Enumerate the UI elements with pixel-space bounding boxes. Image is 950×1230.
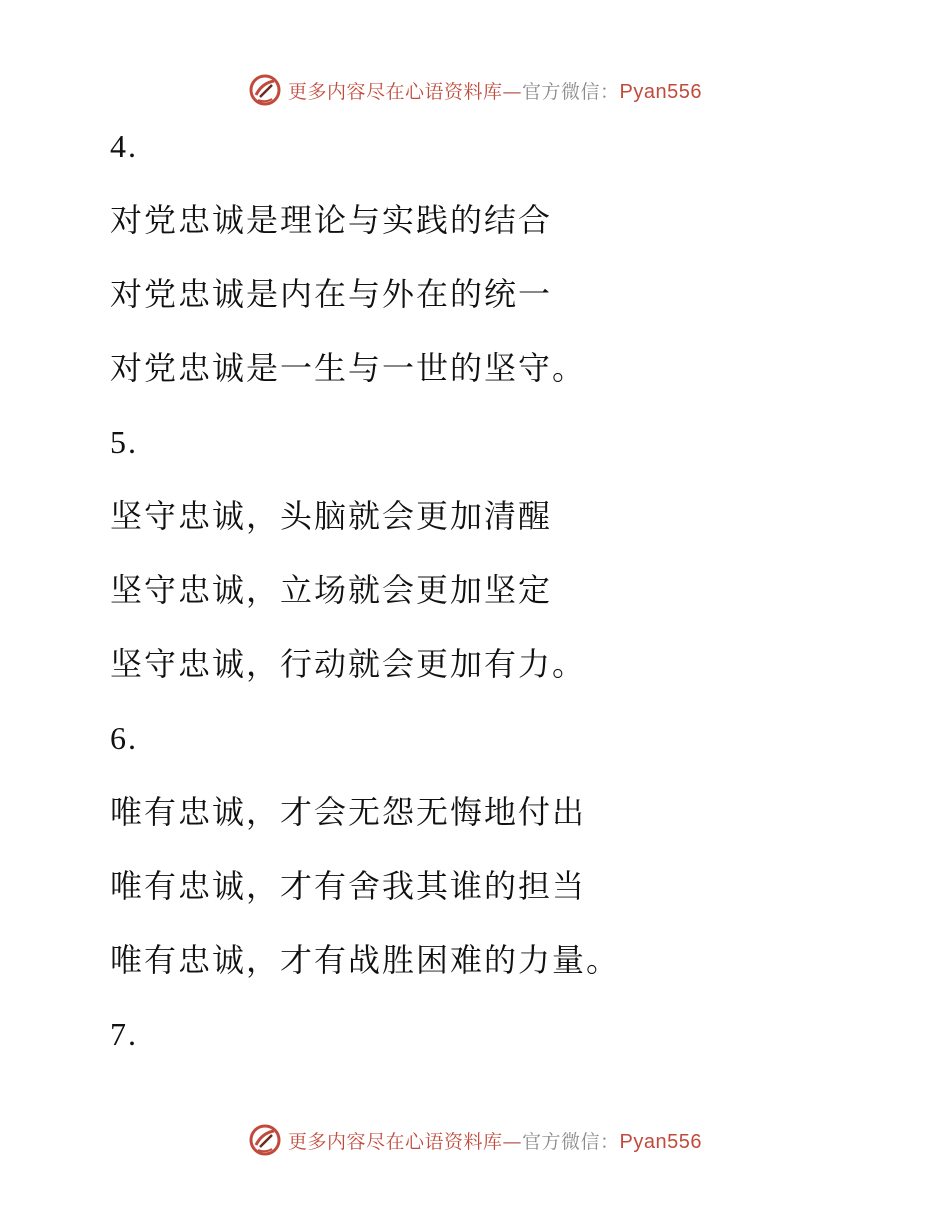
header-banner-inner <box>248 73 702 107</box>
header-banner-text <box>288 77 702 104</box>
text-line: 坚守忠诚，头脑就会更加清醒 <box>110 497 553 535</box>
footer-main-text: 更多内容尽在心语资料库 <box>288 1130 503 1153</box>
section-number: 7. <box>110 1016 138 1052</box>
text-line: 对党忠诚是一生与一世的坚守。 <box>110 349 587 387</box>
footer-wechat-label: 官方微信： <box>522 1130 620 1153</box>
header-dash: — <box>502 80 523 103</box>
section-number: 4. <box>110 128 138 164</box>
text-line: 对党忠诚是内在与外在的统一 <box>110 275 553 313</box>
header-wechat-handle: Pyan556 <box>619 80 702 103</box>
text-line: 坚守忠诚，立场就会更加坚定 <box>110 571 553 609</box>
text-line: 唯有忠诚，才有舍我其谁的担当 <box>110 867 587 905</box>
header-banner <box>0 70 950 110</box>
header-wechat-label: 官方微信： <box>522 80 620 103</box>
footer-banner-text <box>288 1127 702 1154</box>
pen-heart-logo-icon <box>248 73 282 107</box>
footer-wechat-handle: Pyan556 <box>619 1130 702 1153</box>
header-main-text: 更多内容尽在心语资料库 <box>288 80 503 103</box>
footer-dash: — <box>502 1130 523 1153</box>
text-line: 对党忠诚是理论与实践的结合 <box>110 201 553 239</box>
text-line: 唯有忠诚，才有战胜困难的力量。 <box>110 941 621 979</box>
section-number: 5. <box>110 424 138 460</box>
text-line: 唯有忠诚，才会无怨无悔地付出 <box>110 793 587 831</box>
pen-heart-logo-icon <box>248 1123 282 1157</box>
text-line: 坚守忠诚，行动就会更加有力。 <box>110 645 587 683</box>
footer-banner <box>0 1120 950 1160</box>
footer-banner-inner <box>248 1123 702 1157</box>
section-number: 6. <box>110 720 138 756</box>
